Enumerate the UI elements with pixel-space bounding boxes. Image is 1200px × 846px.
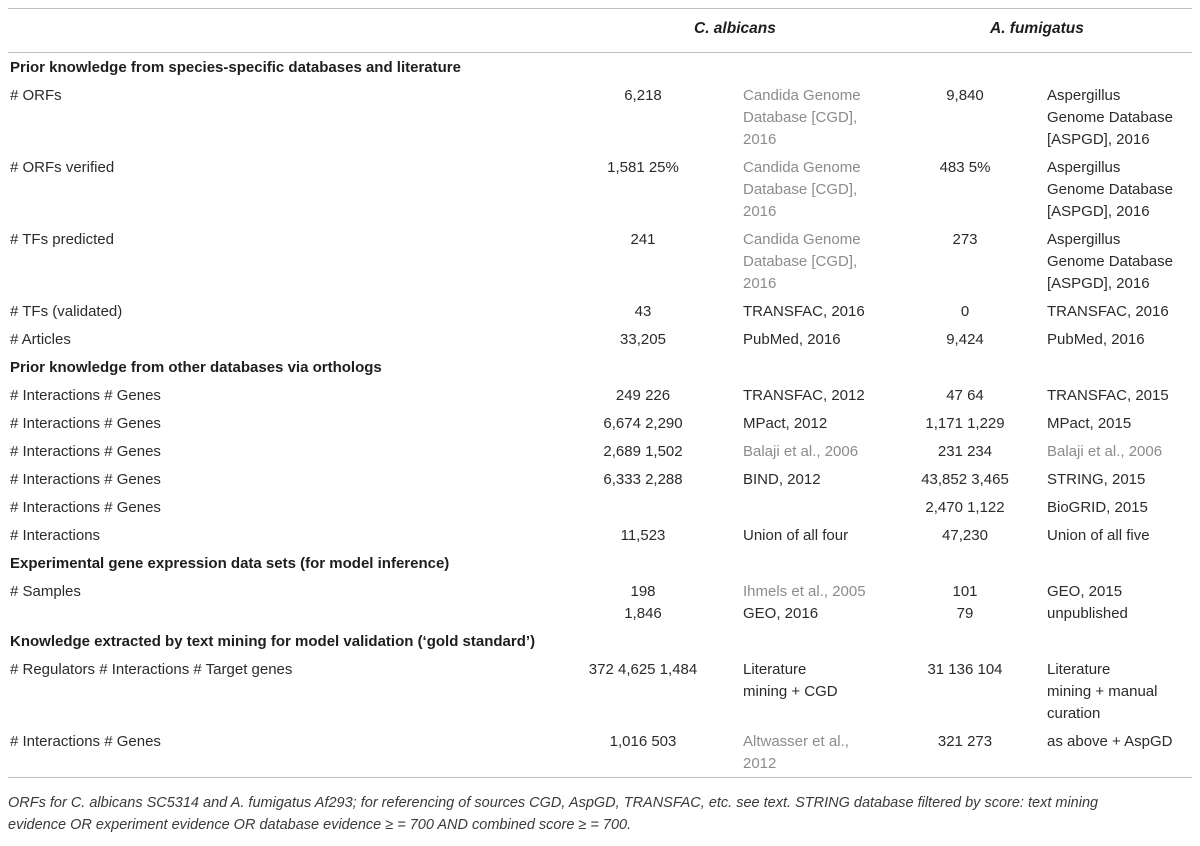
- a-fumigatus-value: [905, 157, 1025, 179]
- source-line: Balaji et al., 2006: [743, 443, 859, 460]
- row-label: # Interactions # Genes: [10, 733, 161, 750]
- source-line: as above + AspGD: [1047, 733, 1173, 750]
- row-label: # Interactions # Genes: [10, 471, 161, 488]
- section-heading: [8, 353, 1192, 381]
- source-line: STRING, 2015: [1047, 471, 1146, 488]
- table-row: [8, 521, 1192, 549]
- source-line: Candida Genome: [743, 159, 861, 176]
- c-albicans-value: [568, 329, 718, 351]
- value-line: 33,205: [620, 331, 666, 348]
- source-line: BIND, 2012: [743, 471, 821, 488]
- table-row: [8, 655, 1192, 727]
- source-line: TRANSFAC, 2015: [1047, 387, 1169, 404]
- c-albicans-source: [743, 329, 841, 351]
- a-fumigatus-source: [1047, 229, 1173, 295]
- value-line: 241: [630, 231, 656, 248]
- value-line: 43: [634, 303, 652, 320]
- row-label: # Articles: [10, 331, 71, 348]
- c-albicans-value: [568, 301, 718, 323]
- table-footnote: [8, 792, 1192, 836]
- table-row: [8, 465, 1192, 493]
- row-label: # TFs (validated): [10, 303, 123, 320]
- source-line: Altwasser et al.,: [743, 733, 849, 750]
- section-heading: [8, 627, 1192, 655]
- table-row: [8, 325, 1192, 353]
- source-line: Aspergillus: [1047, 231, 1121, 248]
- source-line: curation: [1047, 705, 1101, 722]
- data-table: [8, 8, 1192, 778]
- source-line: Union of all four: [743, 527, 849, 544]
- row-label: # Interactions: [10, 527, 101, 544]
- c-albicans-source: [743, 731, 849, 775]
- source-line: unpublished: [1047, 605, 1128, 622]
- c-albicans-source: [743, 441, 858, 463]
- a-fumigatus-source: [1047, 497, 1148, 519]
- c-albicans-source: [743, 385, 865, 407]
- a-fumigatus-source: [1047, 413, 1131, 435]
- row-label: # Interactions # Genes: [10, 499, 161, 516]
- row-label: # ORFs: [10, 87, 62, 104]
- a-fumigatus-value: [905, 229, 1025, 251]
- value-line: 47 64: [946, 387, 984, 404]
- a-fumigatus-value: [905, 497, 1025, 519]
- row-label: # ORFs verified: [10, 159, 115, 176]
- c-albicans-value: [568, 581, 718, 625]
- table-row: [8, 437, 1192, 465]
- c-albicans-value: [568, 659, 718, 681]
- section-title: Prior knowledge from other databases via orthologs: [10, 359, 382, 376]
- table-row: [8, 493, 1192, 521]
- value-line: 483 5%: [939, 159, 991, 176]
- value-line: 198: [630, 583, 656, 600]
- a-fumigatus-source: [1047, 525, 1150, 547]
- table-body: [8, 53, 1192, 777]
- a-fumigatus-source: [1047, 329, 1145, 351]
- source-line: Candida Genome: [743, 87, 861, 104]
- row-label: # Samples: [10, 583, 81, 600]
- c-albicans-value: [568, 441, 718, 463]
- a-fumigatus-source: [1047, 731, 1173, 753]
- value-line: 1,171 1,229: [925, 415, 1005, 432]
- source-line: 2016: [743, 131, 777, 148]
- value-line: 43,852 3,465: [921, 471, 1009, 488]
- a-fumigatus-source: [1047, 581, 1128, 625]
- row-label: # Interactions # Genes: [10, 387, 161, 404]
- value-line: 1,016 503: [609, 733, 677, 750]
- source-line: MPact, 2015: [1047, 415, 1132, 432]
- c-albicans-value: [568, 85, 718, 107]
- value-line: 6,674 2,290: [603, 415, 683, 432]
- c-albicans-source: [743, 469, 821, 491]
- header-c-albicans: C. albicans: [694, 20, 776, 37]
- c-albicans-source: [743, 301, 865, 323]
- a-fumigatus-value: [905, 469, 1025, 491]
- a-fumigatus-value: [905, 385, 1025, 407]
- source-line: [ASPGD], 2016: [1047, 131, 1150, 148]
- row-label: # Interactions # Genes: [10, 415, 161, 432]
- c-albicans-source: [743, 157, 861, 223]
- source-line: Genome Database: [1047, 253, 1173, 270]
- source-line: Literature: [743, 661, 807, 678]
- a-fumigatus-source: [1047, 301, 1169, 323]
- table-header: [8, 9, 1192, 53]
- c-albicans-source: [743, 85, 861, 151]
- a-fumigatus-value: [905, 731, 1025, 753]
- source-line: mining + CGD: [743, 683, 838, 700]
- source-line: TRANSFAC, 2016: [1047, 303, 1169, 320]
- source-line: 2016: [743, 203, 777, 220]
- source-line: Database [CGD],: [743, 181, 858, 198]
- source-line: BioGRID, 2015: [1047, 499, 1148, 516]
- a-fumigatus-source: [1047, 385, 1169, 407]
- source-line: MPact, 2012: [743, 415, 828, 432]
- c-albicans-source: [743, 525, 848, 547]
- c-albicans-source: [743, 413, 827, 435]
- c-albicans-value: [568, 469, 718, 491]
- section-heading: [8, 549, 1192, 577]
- table-row: [8, 381, 1192, 409]
- value-line: 79: [956, 605, 974, 622]
- source-line: [ASPGD], 2016: [1047, 275, 1150, 292]
- source-line: 2016: [743, 275, 777, 292]
- row-label: # TFs predicted: [10, 231, 114, 248]
- a-fumigatus-value: [905, 525, 1025, 547]
- table-row: [8, 81, 1192, 153]
- source-line: PubMed, 2016: [743, 331, 841, 348]
- source-line: Union of all five: [1047, 527, 1150, 544]
- table-row: [8, 297, 1192, 325]
- table-row: [8, 577, 1192, 627]
- source-line: Database [CGD],: [743, 109, 858, 126]
- source-line: [ASPGD], 2016: [1047, 203, 1150, 220]
- value-line: 9,424: [946, 331, 984, 348]
- source-line: Genome Database: [1047, 181, 1173, 198]
- source-line: GEO, 2016: [743, 605, 819, 622]
- source-line: Candida Genome: [743, 231, 861, 248]
- row-label: # Regulators # Interactions # Target genes: [10, 661, 293, 678]
- value-line: 6,333 2,288: [603, 471, 683, 488]
- c-albicans-value: [568, 157, 718, 179]
- source-line: TRANSFAC, 2012: [743, 387, 865, 404]
- row-label: # Interactions # Genes: [10, 443, 161, 460]
- table-row: [8, 727, 1192, 777]
- value-line: 372 4,625 1,484: [588, 661, 698, 678]
- value-line: 273: [952, 231, 978, 248]
- value-line: 321 273: [937, 733, 993, 750]
- source-line: Literature: [1047, 661, 1111, 678]
- a-fumigatus-value: [905, 581, 1025, 625]
- source-line: TRANSFAC, 2016: [743, 303, 865, 320]
- value-line: 2,470 1,122: [925, 499, 1005, 516]
- footnote-line-1: ORFs for C. albicans SC5314 and A. fumigatus Af293; for referencing of sources CGD, AspGD, TRANSFAC, etc. see text. STRING database filtered by score: text mining: [8, 795, 1099, 811]
- section-title: Knowledge extracted by text mining for model validation (‘gold standard’): [10, 633, 536, 650]
- value-line: 1,581 25%: [607, 159, 679, 176]
- a-fumigatus-source: [1047, 157, 1173, 223]
- c-albicans-value: [568, 413, 718, 435]
- a-fumigatus-source: [1047, 659, 1157, 725]
- source-line: Balaji et al., 2006: [1047, 443, 1163, 460]
- value-line: 9,840: [946, 87, 984, 104]
- a-fumigatus-value: [905, 301, 1025, 323]
- source-line: Aspergillus: [1047, 159, 1121, 176]
- section-heading: [8, 53, 1192, 81]
- a-fumigatus-source: [1047, 85, 1173, 151]
- source-line: Ihmels et al., 2005: [743, 583, 866, 600]
- value-line: 231 234: [937, 443, 993, 460]
- table-row: [8, 153, 1192, 225]
- footnote-line-2: evidence OR experiment evidence OR database evidence ≥ = 700 AND combined score ≥ = 700.: [8, 817, 632, 833]
- c-albicans-value: [568, 229, 718, 251]
- section-title: Experimental gene expression data sets (for model inference): [10, 555, 450, 572]
- value-line: 6,218: [624, 87, 662, 104]
- source-line: Database [CGD],: [743, 253, 858, 270]
- table-row: [8, 225, 1192, 297]
- value-line: 249 226: [615, 387, 671, 404]
- a-fumigatus-source: [1047, 441, 1162, 463]
- a-fumigatus-value: [905, 441, 1025, 463]
- table-row: [8, 409, 1192, 437]
- a-fumigatus-value: [905, 659, 1025, 681]
- header-a-fumigatus: A. fumigatus: [990, 20, 1084, 37]
- c-albicans-value: [568, 385, 718, 407]
- value-line: 2,689 1,502: [603, 443, 683, 460]
- c-albicans-value: [568, 525, 718, 547]
- value-line: 47,230: [942, 527, 988, 544]
- source-line: Genome Database: [1047, 109, 1173, 126]
- value-line: 101: [952, 583, 978, 600]
- source-line: mining + manual: [1047, 683, 1158, 700]
- c-albicans-source: [743, 659, 838, 703]
- source-line: Aspergillus: [1047, 87, 1121, 104]
- c-albicans-source: [743, 581, 866, 625]
- source-line: GEO, 2015: [1047, 583, 1123, 600]
- a-fumigatus-value: [905, 85, 1025, 107]
- a-fumigatus-value: [905, 329, 1025, 351]
- c-albicans-source: [743, 229, 861, 295]
- value-line: 31 136 104: [927, 661, 1003, 678]
- section-title: Prior knowledge from species-specific databases and literature: [10, 59, 461, 76]
- source-line: PubMed, 2016: [1047, 331, 1145, 348]
- a-fumigatus-source: [1047, 469, 1145, 491]
- value-line: 11,523: [620, 527, 666, 544]
- value-line: 0: [960, 303, 970, 320]
- bottom-rule: [8, 777, 1192, 778]
- source-line: 2012: [743, 755, 777, 772]
- value-line: 1,846: [624, 605, 662, 622]
- c-albicans-value: [568, 731, 718, 753]
- a-fumigatus-value: [905, 413, 1025, 435]
